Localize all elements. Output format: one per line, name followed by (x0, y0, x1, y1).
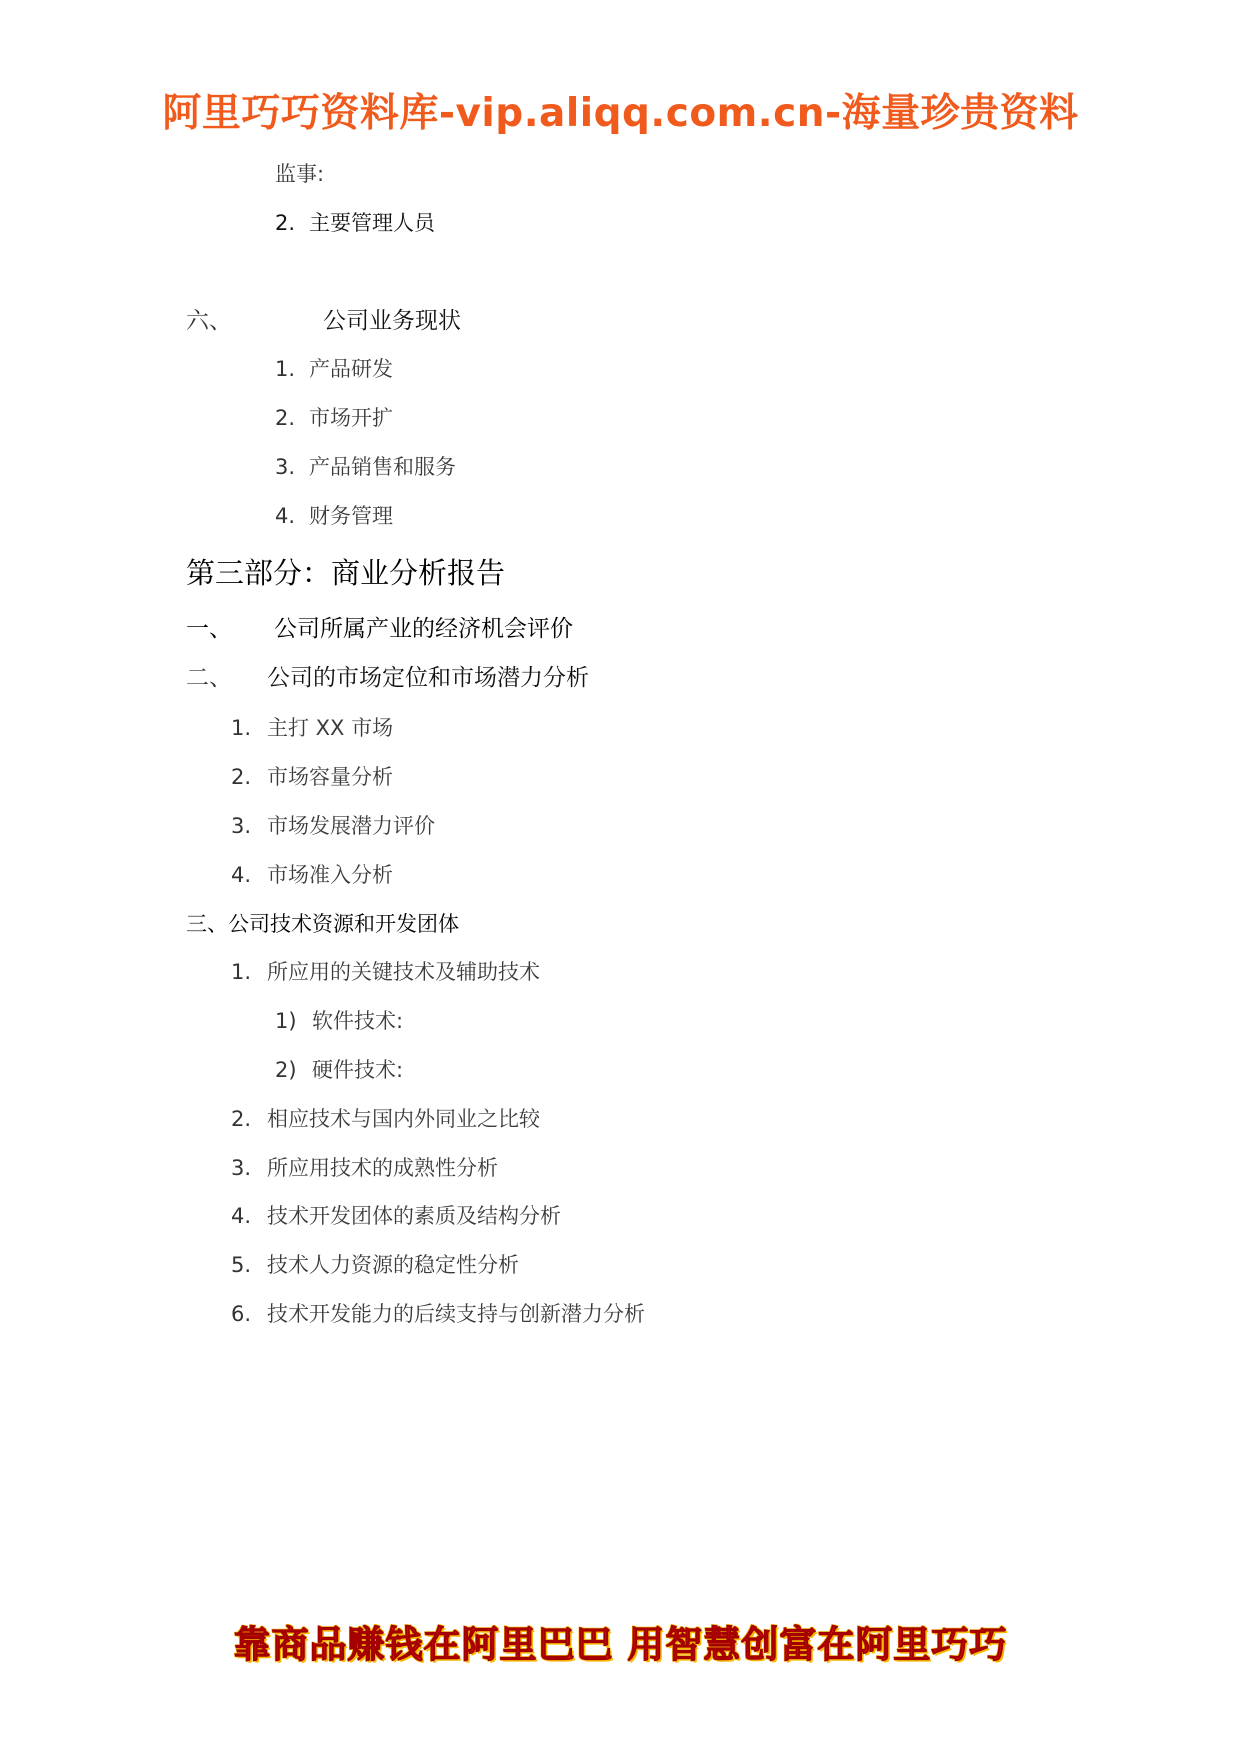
list-number: 4. (275, 504, 296, 528)
part-3-section-2 (186, 667, 589, 690)
part-3-section-3: 三、公司技术资源和开发团体 (186, 912, 459, 936)
list-number: 4. (231, 863, 252, 887)
list-item (231, 1304, 645, 1325)
list-number: 2. (275, 211, 296, 235)
list-item-text: 相应技术与国内外同业之比较 (267, 1107, 540, 1131)
list-number: 6. (231, 1302, 252, 1326)
sub-list-item (275, 1011, 403, 1032)
list-item (231, 1158, 498, 1179)
sub-list-item-text: 硬件技术: (312, 1058, 404, 1082)
list-number: 1. (231, 960, 252, 984)
list-item (275, 359, 393, 380)
section-title: 公司业务现状 (323, 308, 461, 334)
sub-list-item (275, 1060, 403, 1081)
list-item-text: 技术开发能力的后续支持与创新潜力分析 (267, 1302, 645, 1326)
list-item (231, 865, 393, 886)
list-item-text: 所应用技术的成熟性分析 (267, 1156, 498, 1180)
list-item-text: 产品销售和服务 (309, 455, 456, 479)
section-number: 二、 (186, 665, 232, 691)
supervisor-label: 监事: (275, 162, 325, 186)
list-number: 5. (231, 1253, 252, 1277)
supervisor-line (275, 164, 324, 185)
sub-list-number: 2) (275, 1058, 297, 1082)
list-item (275, 408, 393, 429)
part-3-section-1 (186, 618, 573, 641)
management-line (275, 213, 435, 234)
list-item (231, 962, 540, 983)
list-item-text: 市场开扩 (309, 406, 393, 430)
list-number: 2. (275, 406, 296, 430)
list-number: 1. (231, 716, 252, 740)
header-banner: 阿里巧巧资料库-vip.aliqq.com.cn-海量珍贵资料 (162, 91, 1079, 136)
list-item-text: 财务管理 (309, 504, 393, 528)
list-item (231, 1109, 540, 1130)
list-item (275, 457, 456, 478)
list-number: 3. (275, 455, 296, 479)
section-title: 公司所属产业的经济机会评价 (274, 616, 573, 642)
list-item-text: 市场发展潜力评价 (267, 814, 435, 838)
list-item (231, 1206, 561, 1227)
section-number: 一、 (186, 616, 232, 642)
list-item (231, 767, 393, 788)
list-item-text: 市场容量分析 (267, 765, 393, 789)
list-number: 2. (231, 1107, 252, 1131)
list-item-text: 主要管理人员 (309, 211, 435, 235)
list-item-text: 产品研发 (309, 357, 393, 381)
list-item (275, 506, 393, 527)
list-item-text: 技术人力资源的稳定性分析 (267, 1253, 519, 1277)
list-number: 3. (231, 1156, 252, 1180)
part-3-title: 第三部分：商业分析报告 (186, 556, 506, 590)
sub-list-number: 1) (275, 1009, 297, 1033)
sub-list-item-text: 软件技术: (312, 1009, 404, 1033)
list-item-text: 技术开发团体的素质及结构分析 (267, 1204, 561, 1228)
list-number: 4. (231, 1204, 252, 1228)
footer-banner: 靠商品赚钱在阿里巴巴 用智慧创富在阿里巧巧 (233, 1623, 1008, 1666)
section-title: 公司的市场定位和市场潜力分析 (267, 665, 589, 691)
list-number: 3. (231, 814, 252, 838)
list-item-text: 市场准入分析 (267, 863, 393, 887)
list-item (231, 1255, 519, 1276)
list-item-text: 主打 XX 市场 (267, 716, 394, 740)
section-6-heading (186, 310, 461, 333)
list-number: 2. (231, 765, 252, 789)
list-item (231, 718, 393, 739)
list-item-text: 所应用的关键技术及辅助技术 (267, 960, 540, 984)
list-number: 1. (275, 357, 296, 381)
list-item (231, 816, 435, 837)
section-number: 六、 (186, 308, 232, 334)
